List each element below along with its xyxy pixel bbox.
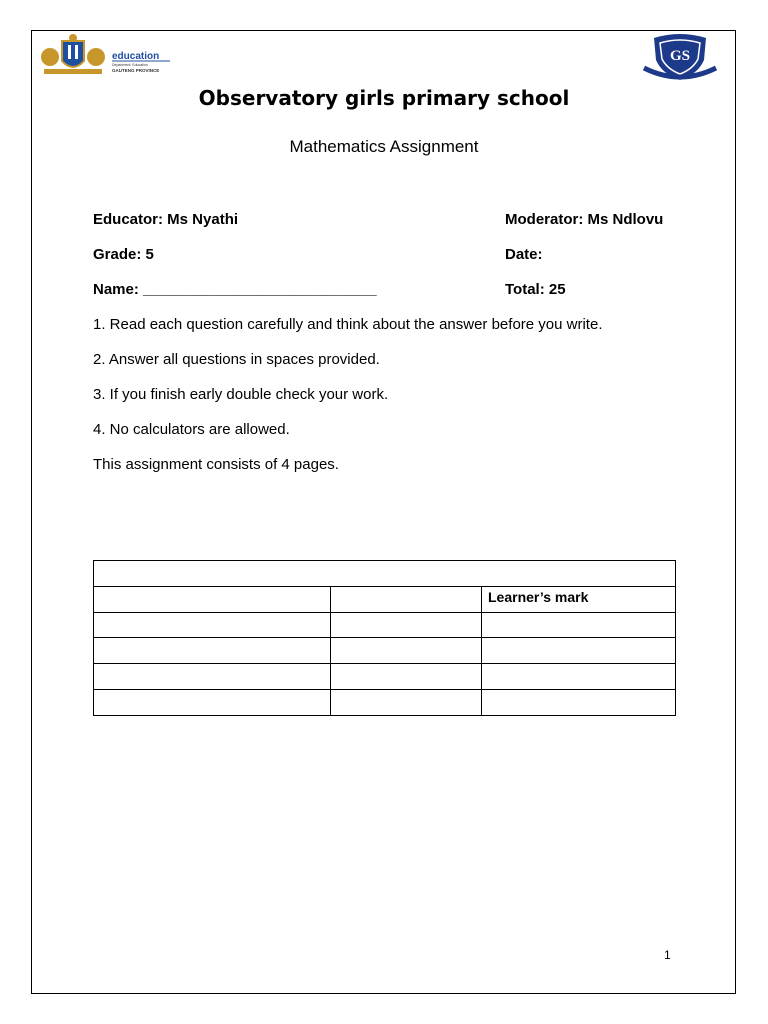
table-cell bbox=[94, 586, 331, 612]
date-label: Date: bbox=[505, 246, 543, 263]
marks-table bbox=[93, 560, 676, 716]
table-cell bbox=[94, 561, 676, 587]
instruction-4: 4. No calculators are allowed. bbox=[93, 421, 290, 438]
grade-label: Grade: 5 bbox=[93, 246, 154, 263]
page-subtitle: Mathematics Assignment bbox=[289, 137, 479, 156]
school-badge-logo bbox=[640, 32, 720, 84]
table-cell bbox=[331, 664, 482, 690]
gauteng-education-logo bbox=[38, 33, 178, 77]
page-count-note: This assignment consists of 4 pages. bbox=[93, 456, 339, 473]
table-cell bbox=[94, 690, 331, 716]
table-cell bbox=[331, 690, 482, 716]
table-cell bbox=[331, 612, 482, 638]
page-number: 1 bbox=[664, 948, 671, 962]
table-cell bbox=[94, 638, 331, 664]
table-row bbox=[94, 612, 676, 638]
table-cell bbox=[331, 586, 482, 612]
school-shield-icon bbox=[640, 32, 720, 84]
moderator-label: Moderator: Ms Ndlovu bbox=[505, 211, 664, 228]
table-cell bbox=[482, 638, 676, 664]
educator-label: Educator: Ms Nyathi bbox=[93, 211, 239, 228]
page-title: Observatory girls primary school bbox=[198, 86, 570, 110]
table-cell bbox=[94, 612, 331, 638]
table-row bbox=[94, 690, 676, 716]
logo-left-province: GAUTENG PROVINCE bbox=[112, 68, 160, 73]
page-border bbox=[31, 30, 736, 994]
name-field: Name: ____________________________ bbox=[93, 281, 377, 298]
table-row bbox=[94, 561, 676, 587]
table-cell bbox=[482, 690, 676, 716]
logo-left-text: education bbox=[112, 51, 160, 62]
table-cell bbox=[94, 664, 331, 690]
instruction-3: 3. If you finish early double check your work. bbox=[93, 386, 389, 403]
total-label: Total: 25 bbox=[505, 281, 566, 298]
table-row bbox=[94, 638, 676, 664]
instruction-2: 2. Answer all questions in spaces provided. bbox=[93, 351, 380, 368]
table-header-row bbox=[94, 586, 676, 612]
learners-mark-header: Learner’s mark bbox=[482, 586, 676, 612]
logo-right-text: GS bbox=[669, 48, 691, 64]
instruction-1: 1. Read each question carefully and think about the answer before you write. bbox=[93, 316, 603, 333]
logo-left-small: Department: Education bbox=[112, 63, 148, 67]
table-cell bbox=[331, 638, 482, 664]
table-row bbox=[94, 664, 676, 690]
table-cell bbox=[482, 612, 676, 638]
coat-of-arms-icon bbox=[38, 33, 178, 77]
table-cell bbox=[482, 664, 676, 690]
